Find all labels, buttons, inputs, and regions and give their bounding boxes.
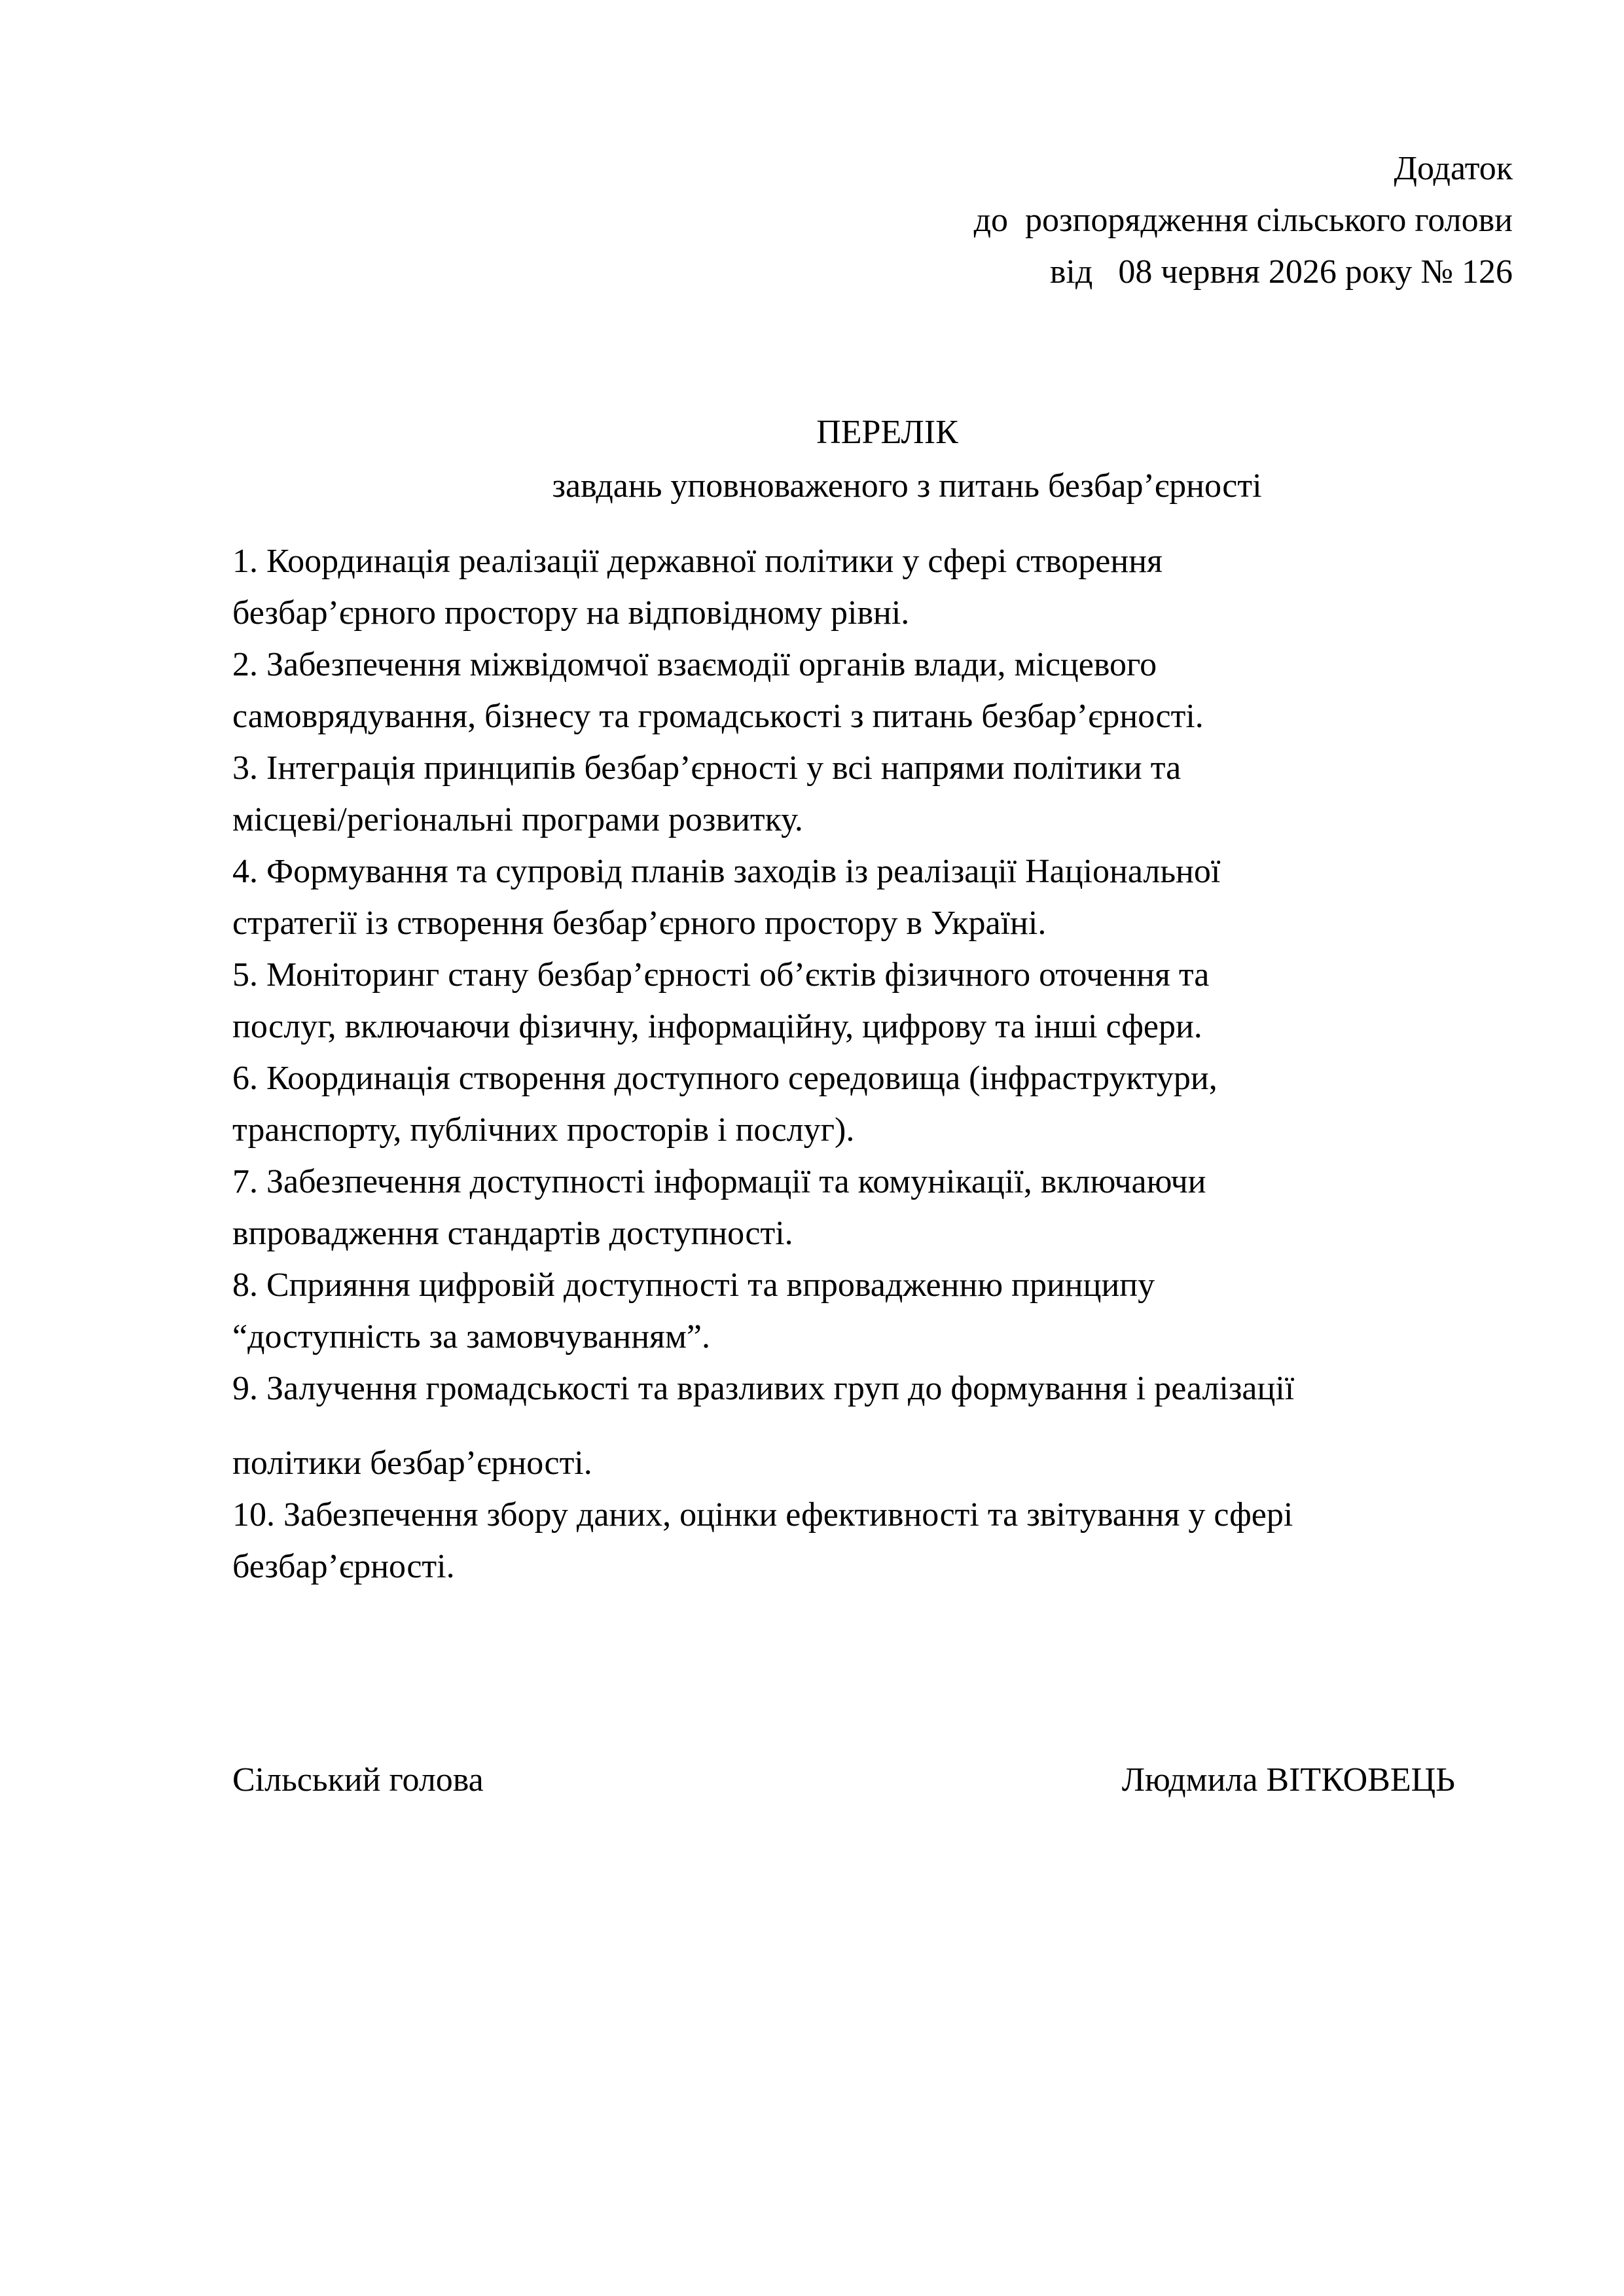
task-item-line: безбар’єрності. bbox=[232, 1548, 455, 1585]
task-item-line: транспорту, публічних просторів і послуг). bbox=[232, 1111, 855, 1149]
task-item-line: стратегії із створення безбар’єрного простору в Україні. bbox=[232, 905, 1047, 942]
header-line-annex: Додаток bbox=[1394, 150, 1513, 187]
header-line-order: до розпорядження сільського голови bbox=[973, 202, 1513, 239]
task-item-line: самоврядування, бізнесу та громадськості з питань безбар’єрності. bbox=[232, 698, 1204, 735]
task-item-line: 5. Моніторинг стану безбар’єрності об’єктів фізичного оточення та bbox=[232, 956, 1210, 994]
task-item-2 bbox=[232, 639, 1476, 742]
document-title: ПЕРЕЛІК bbox=[816, 414, 958, 451]
task-item-1 bbox=[232, 535, 1476, 639]
task-item-10 bbox=[232, 1489, 1476, 1592]
task-item-line: 4. Формування та супровід планів заходів із реалізації Національної bbox=[232, 853, 1221, 890]
task-item-line: 3. Інтеграція принципів безбар’єрності у всі напрями політики та bbox=[232, 749, 1182, 787]
task-item-line: 2. Забезпечення міжвідомчої взаємодії органів влади, місцевого bbox=[232, 646, 1157, 683]
task-item-line: послуг, включаючи фізичну, інформаційну, цифрову та інші сфери. bbox=[232, 1008, 1202, 1045]
task-item-line: 7. Забезпечення доступності інформації та комунікації, включаючи bbox=[232, 1163, 1206, 1200]
task-item-line: 1. Координація реалізації державної політики у сфері створення bbox=[232, 543, 1163, 580]
title-block bbox=[0, 406, 1624, 513]
task-item-6 bbox=[232, 1052, 1476, 1156]
signature-block bbox=[232, 1754, 1455, 1806]
task-item-9 bbox=[232, 1363, 1476, 1489]
task-item-4 bbox=[232, 846, 1476, 949]
task-item-line: “доступність за замовчуванням”. bbox=[232, 1318, 710, 1355]
task-item-line: 8. Сприяння цифровій доступності та впровадженню принципу bbox=[232, 1266, 1155, 1304]
task-item-line: місцеві/регіональні програми розвитку. bbox=[232, 801, 803, 838]
task-item-3 bbox=[232, 742, 1476, 846]
task-item-5 bbox=[232, 949, 1476, 1052]
document-header bbox=[974, 143, 1513, 298]
task-list bbox=[232, 535, 1476, 1592]
document-subtitle: завдань уповноваженого з питань безбар’єрності bbox=[552, 467, 1262, 505]
signatory-name: Людмила ВІТКОВЕЦЬ bbox=[1121, 1761, 1455, 1799]
task-item-7 bbox=[232, 1156, 1476, 1259]
task-item-line: безбар’єрного простору на відповідному рівні. bbox=[232, 594, 910, 632]
signatory-position: Сільський голова bbox=[232, 1761, 484, 1799]
task-item-line: 6. Координація створення доступного середовища (інфраструктури, bbox=[232, 1060, 1218, 1097]
task-item-line: 10. Забезпечення збору даних, оцінки ефективності та звітування у сфері bbox=[232, 1496, 1293, 1534]
header-line-date: від 08 червня 2026 року № 126 bbox=[1049, 253, 1513, 291]
task-item-line: політики безбар’єрності. bbox=[232, 1444, 592, 1482]
task-item-8 bbox=[232, 1259, 1476, 1363]
task-item-line: 9. Залучення громадськості та вразливих груп до формування і реалізації bbox=[232, 1370, 1295, 1407]
task-item-line: впровадження стандартів доступності. bbox=[232, 1215, 793, 1252]
